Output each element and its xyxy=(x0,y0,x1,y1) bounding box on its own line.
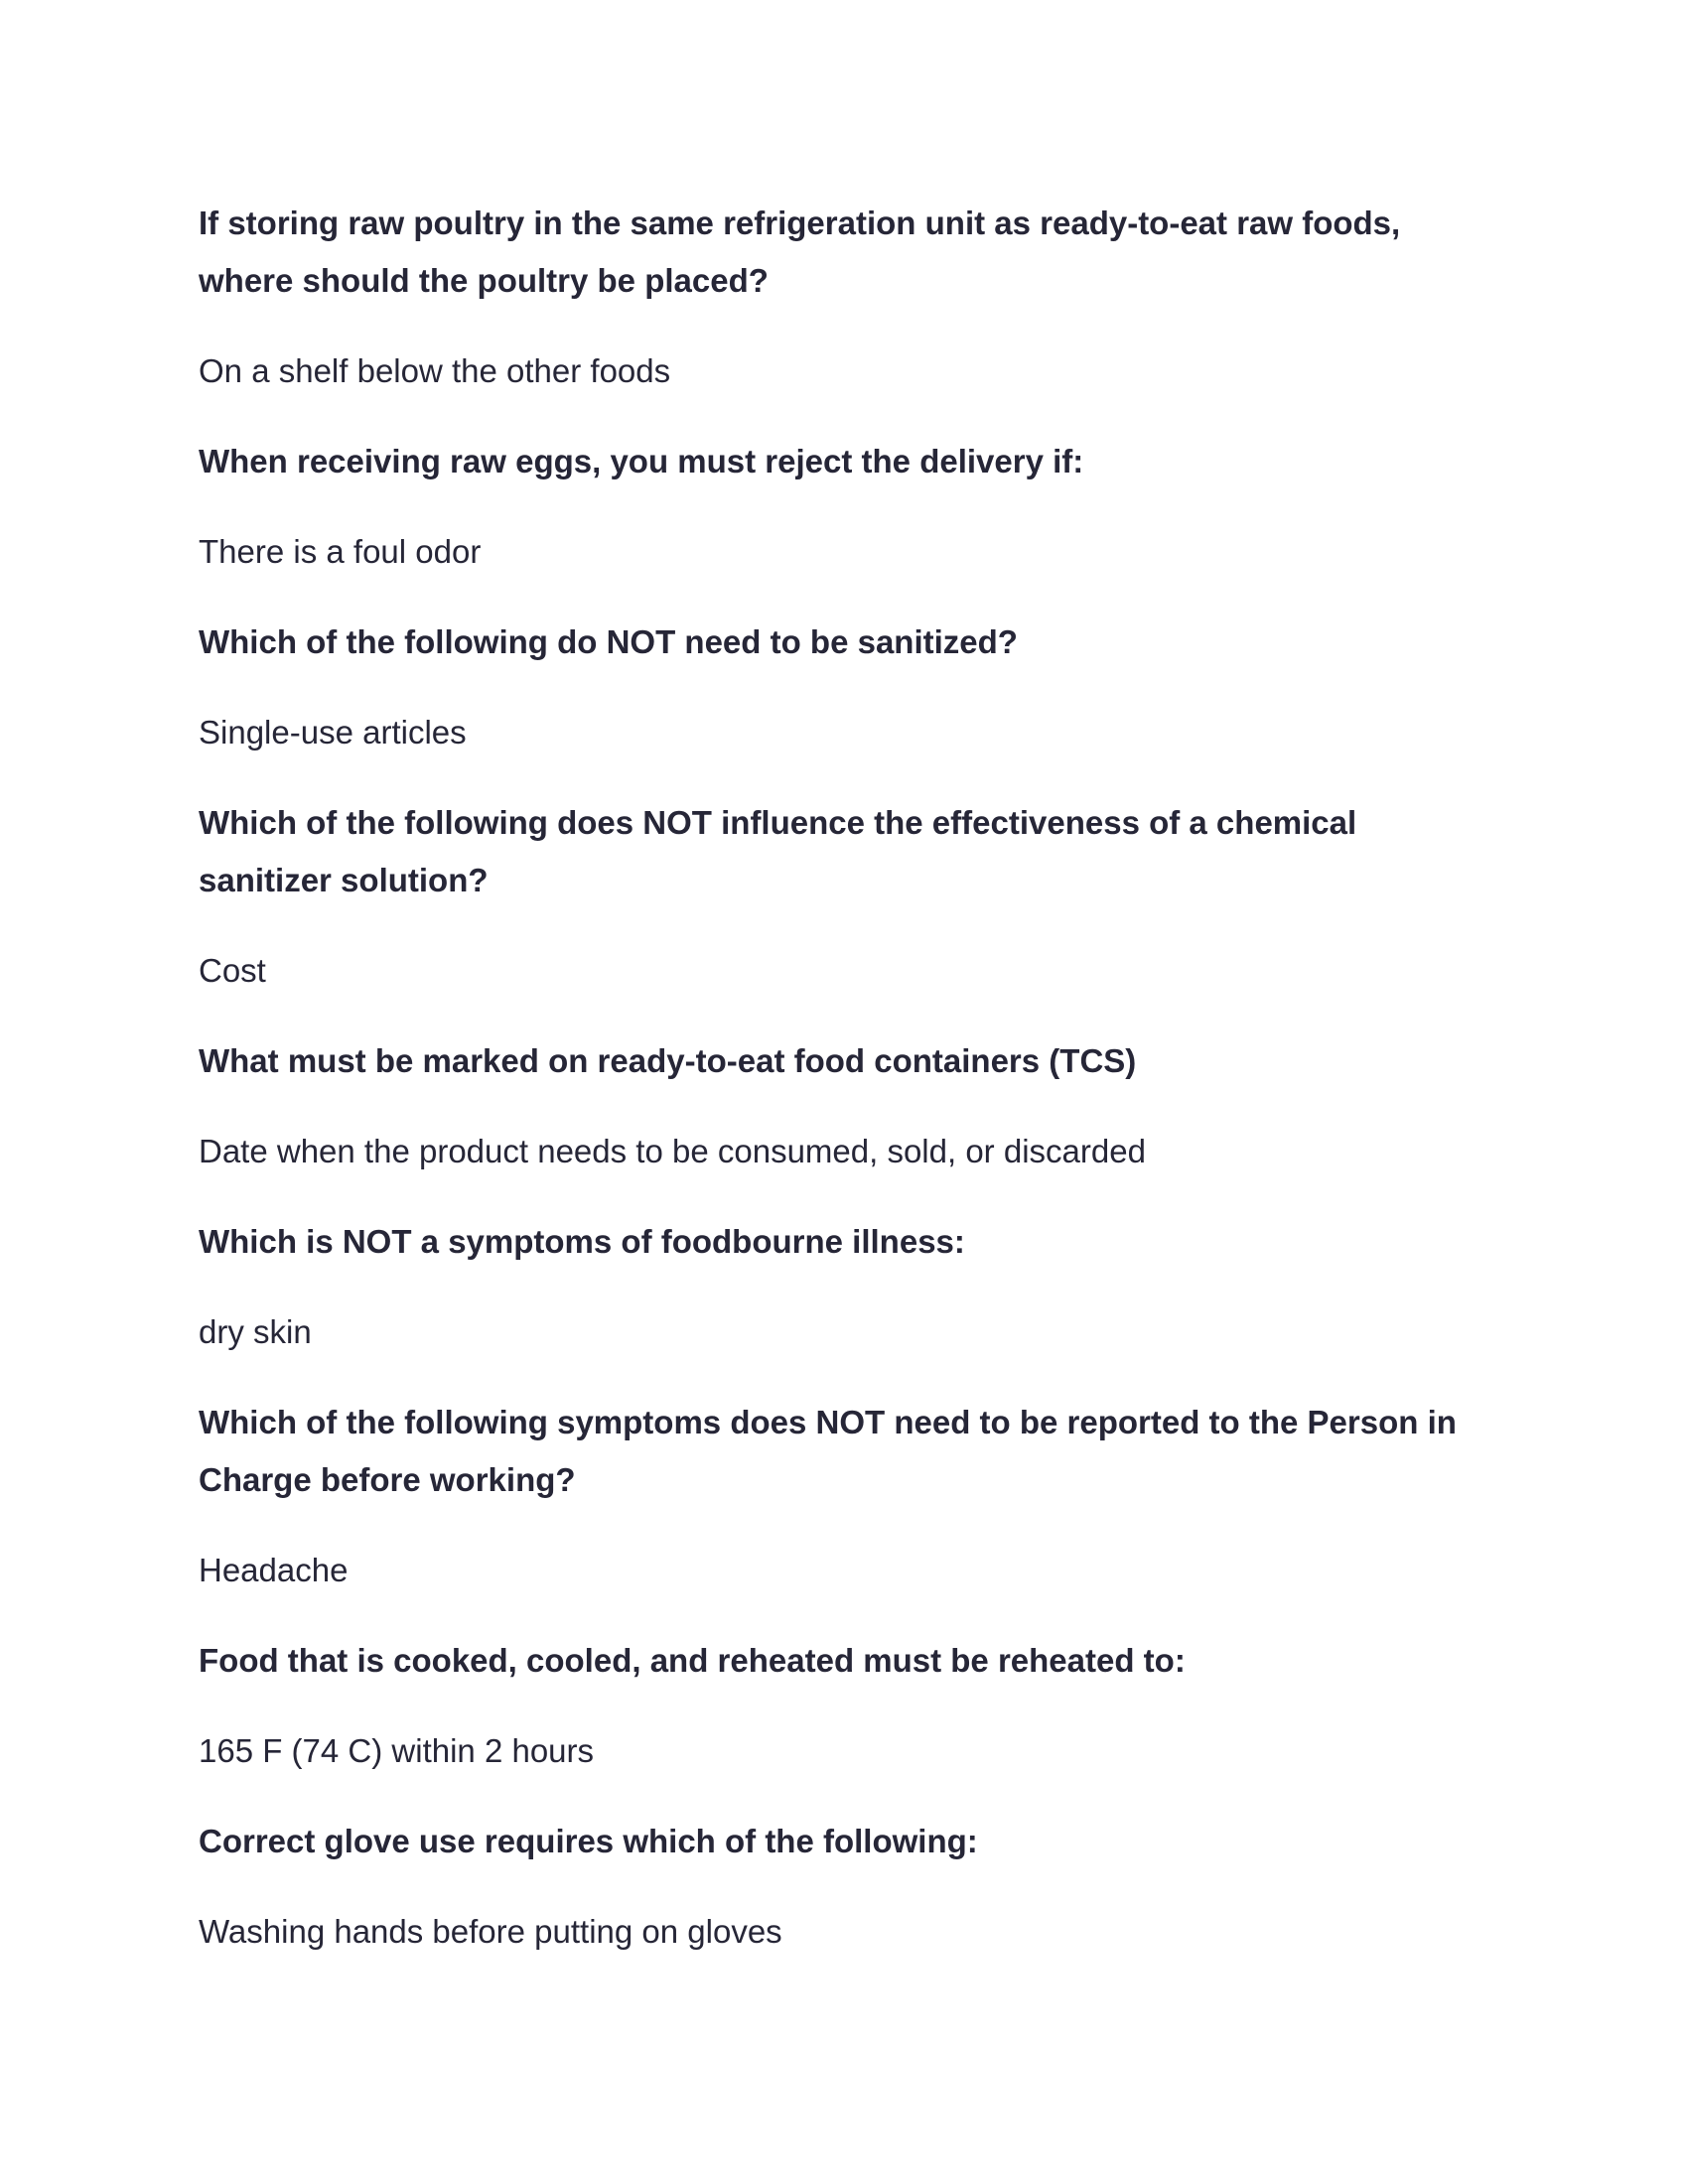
qa-item xyxy=(199,1213,1489,1361)
answer-text: Cost xyxy=(199,952,266,989)
answer-text: On a shelf below the other foods xyxy=(199,352,671,389)
question-text: Which is NOT a symptoms of foodbourne illness: xyxy=(199,1223,965,1260)
answer-text: Single-use articles xyxy=(199,714,467,751)
question-text: Which of the following does NOT influence the effectiveness of a chemical sanitizer solution? xyxy=(199,804,1357,898)
question-text: Correct glove use requires which of the following: xyxy=(199,1823,978,1859)
qa-item xyxy=(199,794,1489,1000)
qa-item xyxy=(199,1032,1489,1180)
question-text: When receiving raw eggs, you must reject the delivery if: xyxy=(199,443,1084,479)
qa-item xyxy=(199,1394,1489,1599)
qa-item xyxy=(199,433,1489,581)
qa-item xyxy=(199,195,1489,400)
answer-text: Washing hands before putting on gloves xyxy=(199,1913,782,1950)
qa-item xyxy=(199,1813,1489,1961)
question-text: What must be marked on ready-to-eat food containers (TCS) xyxy=(199,1042,1137,1079)
answer-text: 165 F (74 C) within 2 hours xyxy=(199,1732,595,1769)
qa-item xyxy=(199,614,1489,761)
question-text: Which of the following do NOT need to be sanitized? xyxy=(199,623,1018,660)
document-page xyxy=(199,195,1489,1993)
question-text: Which of the following symptoms does NOT need to be reported to the Person in Charge before working? xyxy=(199,1404,1457,1498)
question-text: Food that is cooked, cooled, and reheated must be reheated to: xyxy=(199,1642,1186,1679)
answer-text: Date when the product needs to be consumed, sold, or discarded xyxy=(199,1133,1146,1169)
qa-item xyxy=(199,1632,1489,1780)
answer-text: There is a foul odor xyxy=(199,533,482,570)
answer-text: dry skin xyxy=(199,1313,312,1350)
answer-text: Headache xyxy=(199,1552,349,1588)
question-text: If storing raw poultry in the same refrigeration unit as ready-to-eat raw foods, where should the poultry be placed? xyxy=(199,205,1401,299)
